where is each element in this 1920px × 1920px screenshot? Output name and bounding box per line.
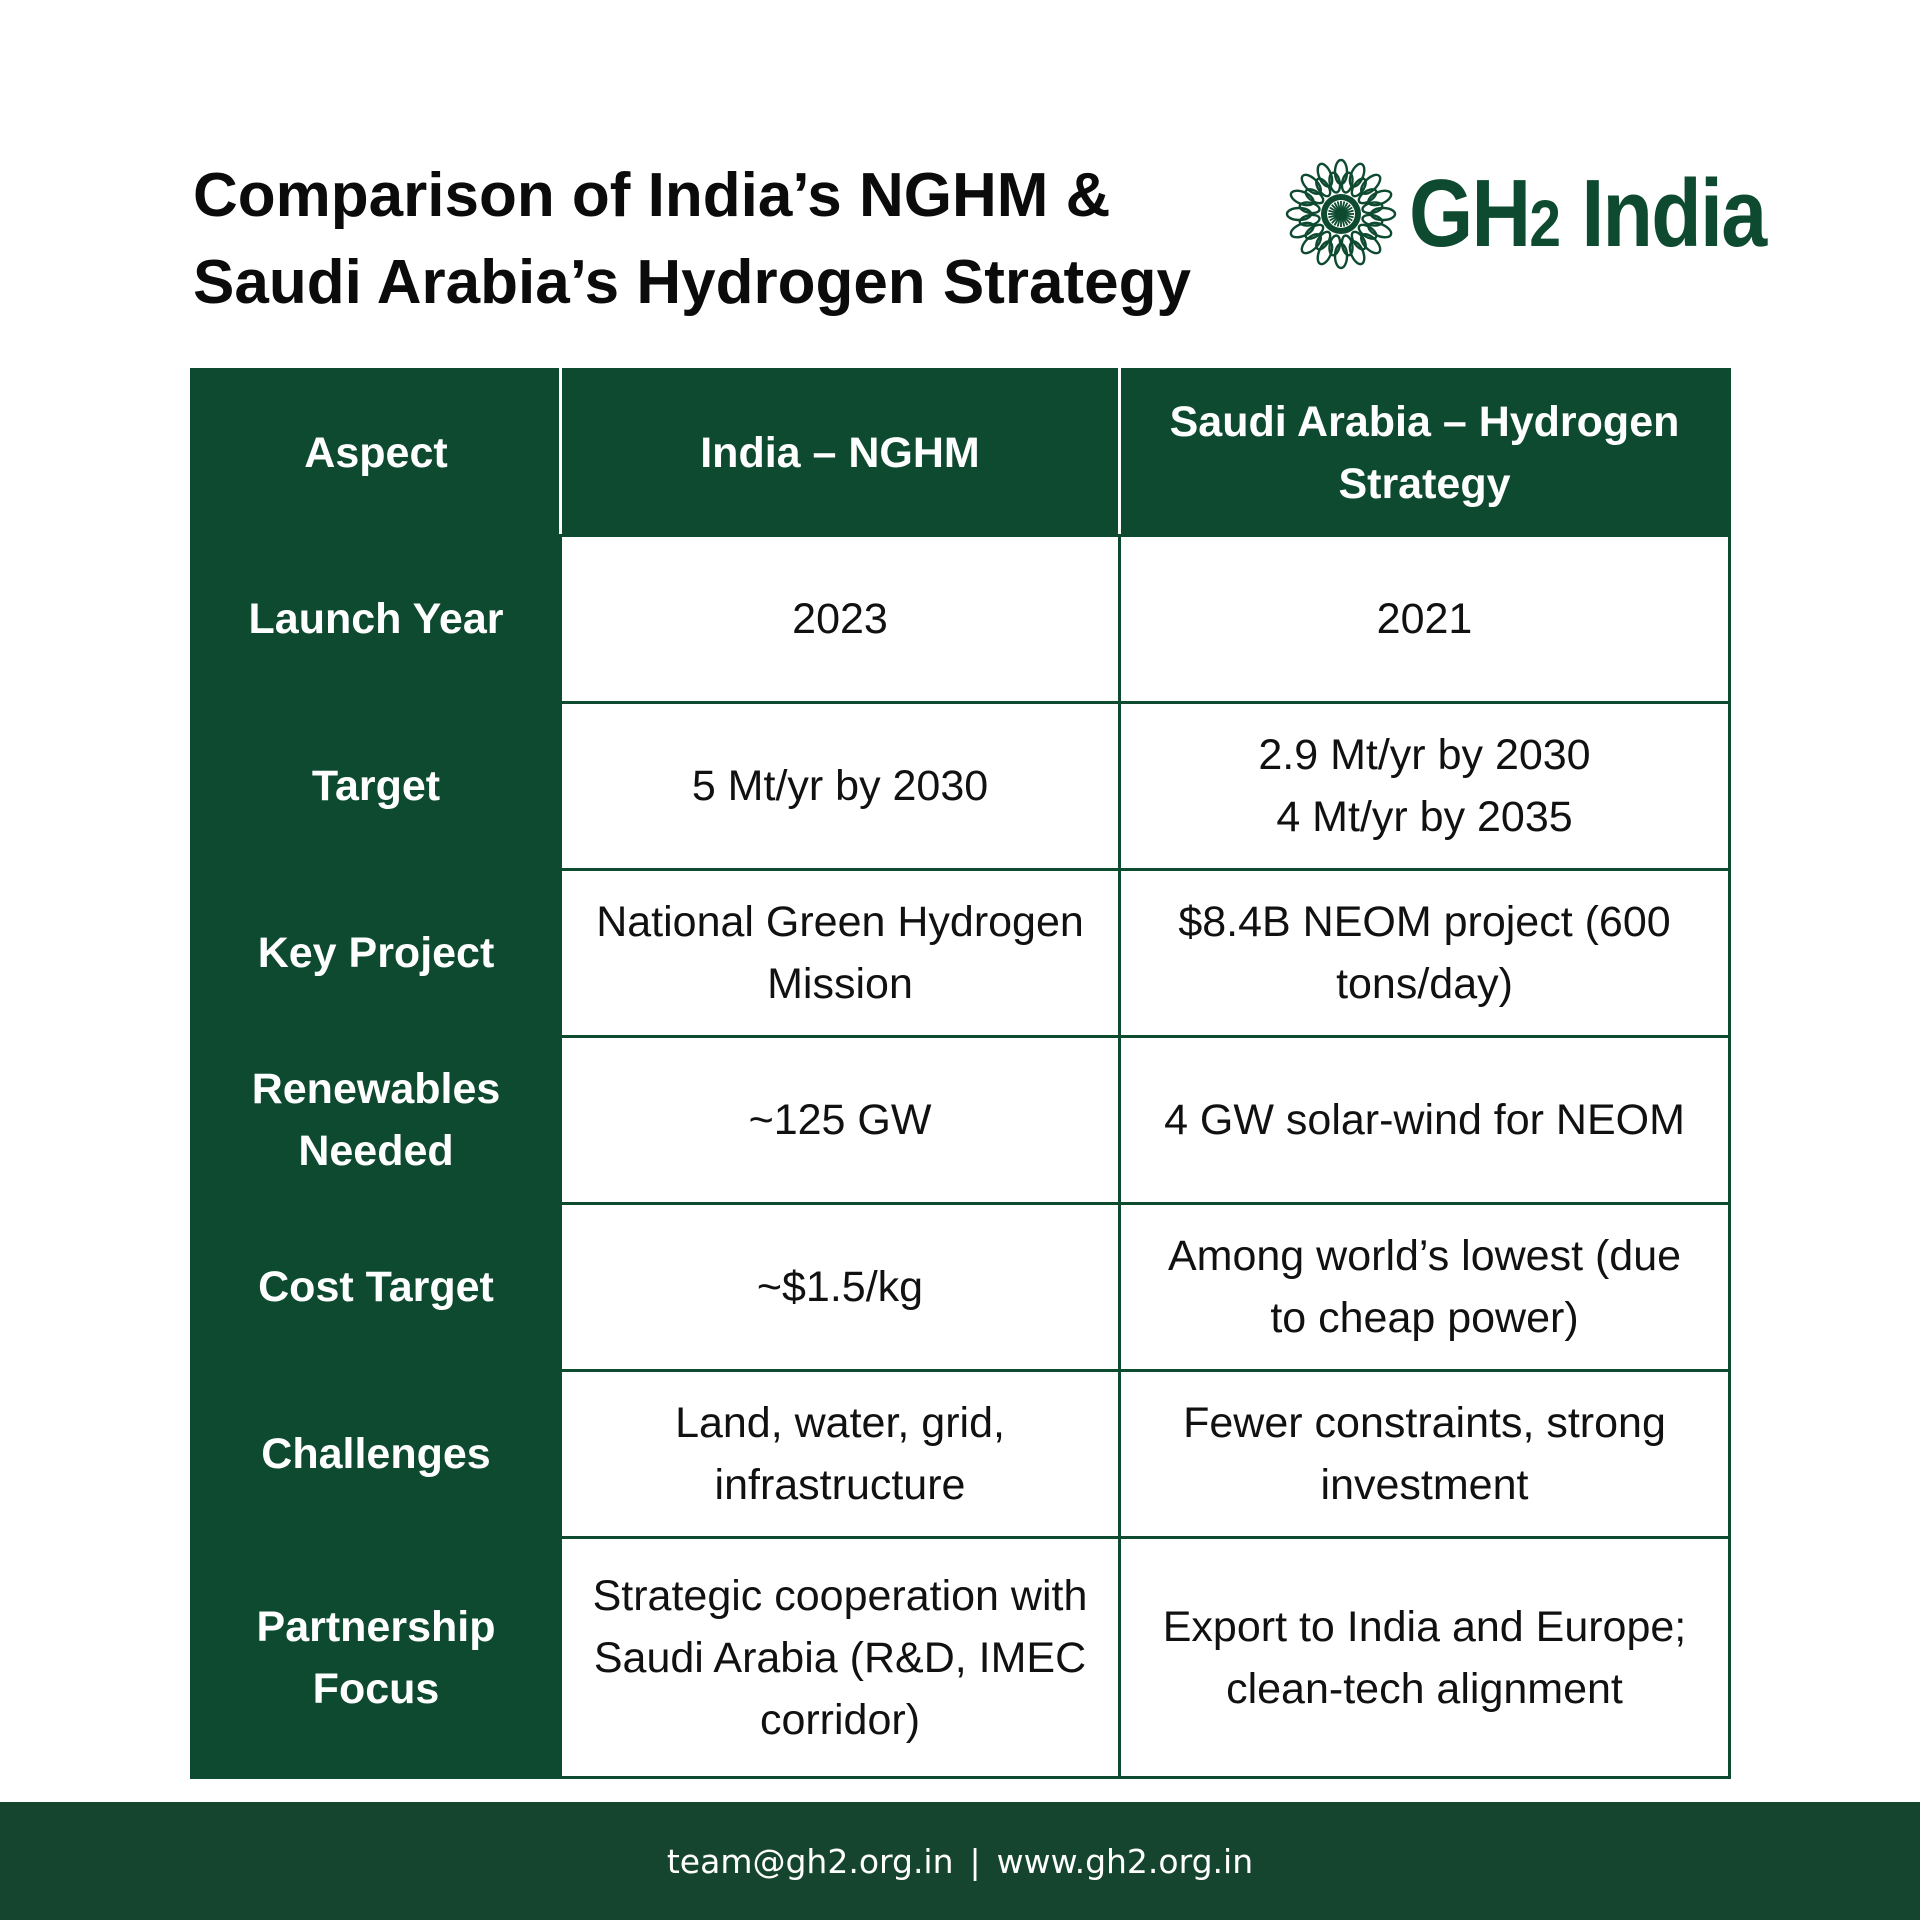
row-india-cell: ~125 GW	[561, 1037, 1120, 1204]
row-aspect-cell: Target	[192, 703, 561, 870]
row-aspect-cell: Partnership Focus	[192, 1538, 561, 1778]
logo-text-sub: 2	[1529, 186, 1561, 260]
row-india-cell: ~$1.5/kg	[561, 1204, 1120, 1371]
row-saudi-cell: 2.9 Mt/yr by 2030 4 Mt/yr by 2035	[1120, 703, 1730, 870]
table-row	[192, 1538, 1730, 1778]
table-header-row	[192, 370, 1730, 536]
header-india: India – NGHM	[561, 370, 1120, 536]
footer-bar	[0, 1802, 1920, 1920]
row-aspect-cell: Launch Year	[192, 536, 561, 703]
row-saudi-cell: Export to India and Europe; clean-tech alignment	[1120, 1538, 1730, 1778]
row-india-cell: National Green Hydrogen Mission	[561, 870, 1120, 1037]
footer-website-link[interactable]: www.gh2.org.in	[996, 1841, 1254, 1881]
header-saudi: Saudi Arabia – Hydrogen Strategy	[1120, 370, 1730, 536]
logo-text-end: India	[1560, 160, 1766, 267]
row-aspect-cell: Renewables Needed	[192, 1037, 561, 1204]
lotus-mandala-icon	[1285, 158, 1397, 270]
table-row	[192, 870, 1730, 1037]
footer-email-link[interactable]: team@gh2.org.in	[666, 1841, 954, 1881]
comparison-table	[190, 368, 1731, 1779]
row-aspect-cell: Cost Target	[192, 1204, 561, 1371]
row-aspect-cell: Challenges	[192, 1371, 561, 1538]
logo-text	[1409, 160, 1766, 273]
page-title	[193, 152, 1273, 326]
table-row	[192, 703, 1730, 870]
row-india-cell: 5 Mt/yr by 2030	[561, 703, 1120, 870]
table-row	[192, 536, 1730, 703]
table-row	[192, 1037, 1730, 1204]
row-india-cell: Strategic cooperation with Saudi Arabia (R&D, IMEC corridor)	[561, 1538, 1120, 1778]
row-aspect-cell: Key Project	[192, 870, 561, 1037]
row-saudi-cell: Fewer constraints, strong investment	[1120, 1371, 1730, 1538]
row-saudi-cell: 2021	[1120, 536, 1730, 703]
table-row	[192, 1371, 1730, 1538]
row-india-cell: Land, water, grid, infrastructure	[561, 1371, 1120, 1538]
row-saudi-cell: $8.4B NEOM project (600 tons/day)	[1120, 870, 1730, 1037]
row-saudi-cell: Among world’s lowest (due to cheap power)	[1120, 1204, 1730, 1371]
table-row	[192, 1204, 1730, 1371]
title-line-2: Saudi Arabia’s Hydrogen Strategy	[193, 248, 1191, 317]
row-india-cell: 2023	[561, 536, 1120, 703]
row-saudi-cell: 4 GW solar-wind for NEOM	[1120, 1037, 1730, 1204]
header-aspect: Aspect	[192, 370, 561, 536]
gh2-india-logo	[1285, 158, 1766, 278]
footer-separator: |	[969, 1841, 981, 1881]
logo-text-main: GH	[1409, 160, 1530, 267]
title-line-1: Comparison of India’s NGHM &	[193, 161, 1111, 230]
